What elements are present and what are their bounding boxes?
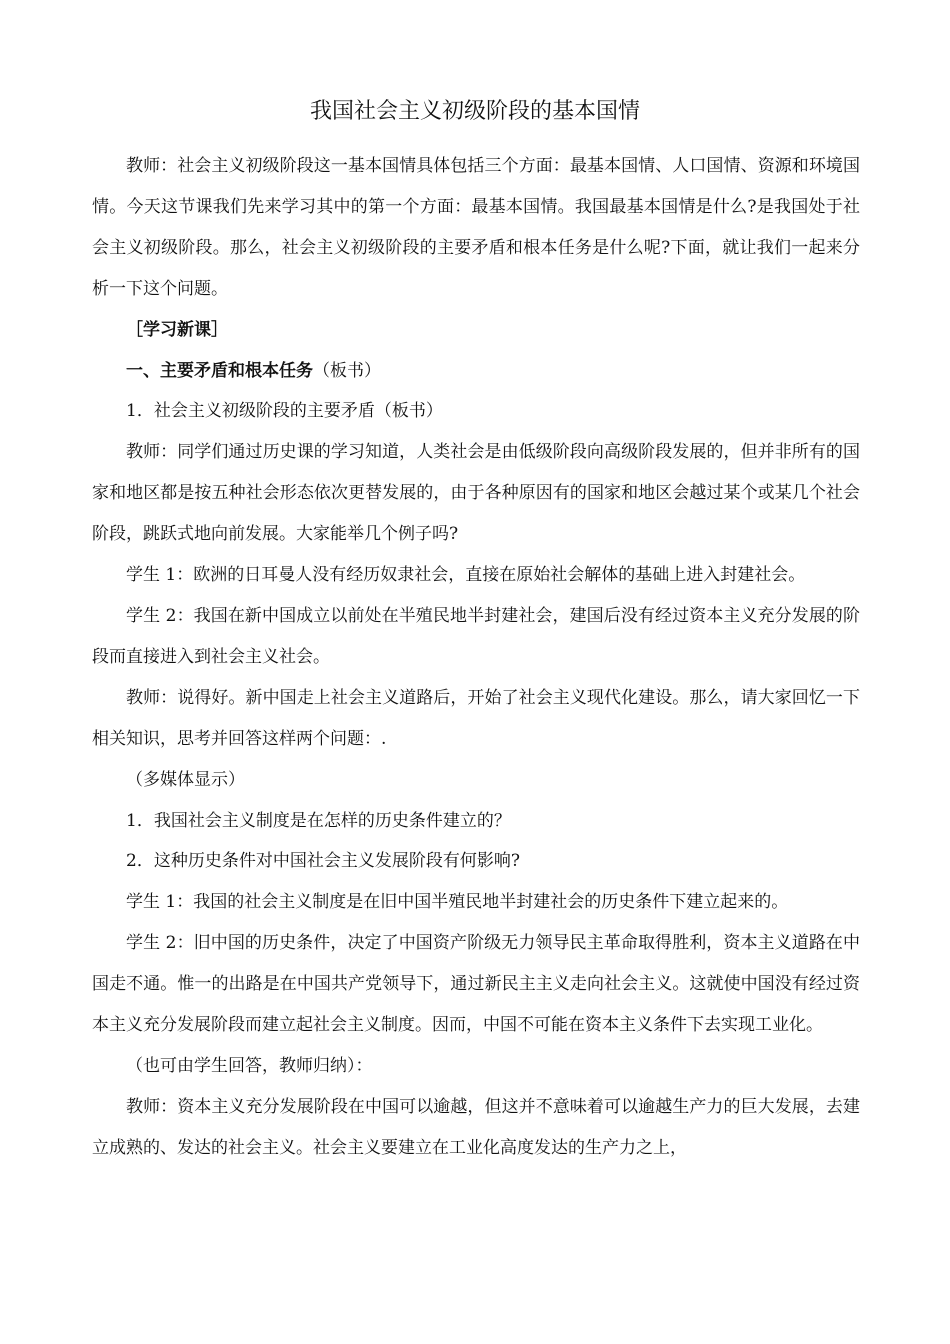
note-teacher-summary: （也可由学生回答，教师归纳）： [126, 1055, 373, 1076]
answer-student2: 学生 2：旧中国的历史条件，决定了中国资产阶级无力领导民主革命取得胜利，资本主义道路在中国走不通。惟一的出路是在中国共产党领导下，通过新民主主义走向社会主义。这就使中国没有经过资本主义充分发展阶段而建立起社会主义制度。因而，中国不可能在资本主义条件下去实现工业化。 [92, 933, 860, 1036]
subheading-1: 1．社会主义初级阶段的主要矛盾（板书） [126, 401, 443, 422]
question-2: 2．这种历史条件对中国社会主义发展阶段有何影响? [126, 851, 520, 872]
section-label-new-lesson: ［学习新课］ [126, 319, 228, 340]
document-body [92, 146, 860, 1169]
paragraph-teacher-questions: 教师：说得好。新中国走上社会主义道路后，开始了社会主义现代化建设。那么，请大家回忆一下相关知识，思考并回答这样两个问题：. [92, 687, 860, 749]
answer-student1: 学生 1：我国的社会主义制度是在旧中国半殖民地半封建社会的历史条件下建立起来的。 [126, 892, 789, 913]
paragraph-teacher-conclusion: 教师：资本主义充分发展阶段在中国可以逾越，但这并不意味着可以逾越生产力的巨大发展，去建立成熟的、发达的社会主义。社会主义要建立在工业化高度发达的生产力之上， [92, 1096, 860, 1158]
heading-note: （板书） [313, 360, 381, 381]
paragraph-intro: 教师：社会主义初级阶段这一基本国情具体包括三个方面：最基本国情、人口国情、资源和环境国情。今天这节课我们先来学习其中的第一个方面：最基本国情。我国最基本国情是什么?是我国处于社会主义初级阶段。那么，社会主义初级阶段的主要矛盾和根本任务是什么呢?下面，就让我们一起来分析一下这个问题。 [92, 156, 860, 299]
question-1: 1．我国社会主义制度是在怎样的历史条件建立的？ [126, 810, 511, 831]
paragraph-student2-china: 学生 2：我国在新中国成立以前处在半殖民地半封建社会，建国后没有经过资本主义充分发展的阶段而直接进入到社会主义社会。 [92, 605, 860, 667]
document-title: 我国社会主义初级阶段的基本国情 [309, 99, 640, 124]
paragraph-student1-germanic: 学生 1：欧洲的日耳曼人没有经历奴隶社会，直接在原始社会解体的基础上进入封建社会。 [126, 565, 806, 586]
note-multimedia: （多媒体显示） [126, 769, 245, 790]
heading-main-contradiction [92, 351, 860, 392]
heading-text: 一、主要矛盾和根本任务 [126, 360, 313, 381]
paragraph-teacher-history: 教师：同学们通过历史课的学习知道，人类社会是由低级阶段向高级阶段发展的，但并非所有的国家和地区都是按五种社会形态依次更替发展的，由于各种原因有的国家和地区会越过某个或某几个社会阶段，跳跃式地向前发展。大家能举几个例子吗? [92, 442, 860, 545]
